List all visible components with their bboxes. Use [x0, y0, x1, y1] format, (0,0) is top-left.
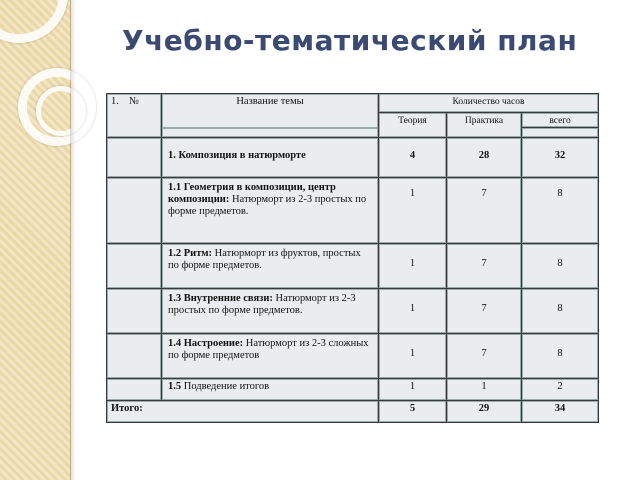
total-hours: 32: [554, 150, 566, 161]
practice-hours: 28: [478, 150, 490, 161]
total-practice: 29: [478, 403, 490, 414]
total-hours: 8: [557, 303, 563, 314]
topic-title: 1.5: [168, 381, 182, 392]
practice-hours: 7: [481, 258, 487, 269]
header-practice: Практика: [447, 113, 522, 138]
theory-hours: 1: [409, 188, 416, 199]
practice-hours: 7: [481, 303, 487, 314]
topic-title: 1.1 Геометрия в композиции, центр композиции:: [168, 182, 336, 205]
practice-hours: 7: [481, 348, 487, 359]
table-row: [107, 138, 599, 178]
total-hours: 8: [557, 188, 563, 199]
header-total: всего: [522, 113, 599, 128]
decorative-circle: [0, 0, 68, 43]
practice-hours: 1: [481, 381, 487, 392]
table-row: 1.1 Геометрия в композиции, центр композиции: Натюрморт из 2-3 простых по форме предметов. 1 7 8: [107, 178, 599, 244]
theory-hours: 1: [409, 381, 416, 392]
total-all: 34: [554, 403, 566, 414]
header-row: [107, 94, 599, 113]
theory-hours: 1: [409, 258, 416, 269]
theory-hours: 1: [409, 348, 416, 359]
table-row: 1.3 Внутренние связи: Натюрморт из 2-3 простых по форме предметов. 1 7 8: [107, 289, 599, 334]
theory-hours: 4: [409, 150, 416, 161]
totals-label: Итого:: [111, 403, 143, 414]
topic-title: 1.4 Настроение:: [168, 338, 244, 349]
table-row: 1.4 Настроение: Натюрморт из 2-3 сложных по форме предметов 1 7 8: [107, 334, 599, 379]
table-row: 1.5 Подведение итогов 1 1 2: [107, 379, 599, 401]
theory-hours: 1: [409, 303, 416, 314]
decorative-circle: [36, 86, 86, 136]
total-theory: 5: [409, 403, 416, 414]
totals-row: [107, 401, 599, 423]
total-hours: 8: [557, 258, 563, 269]
topic-title: 1.3 Внутренние связи:: [168, 293, 273, 304]
study-plan-table: [106, 93, 599, 423]
decorative-sidebar: [0, 0, 71, 480]
table-row: 1.2 Ритм: Натюрморт из фруктов, простых по форме предметов. 1 7 8: [107, 244, 599, 289]
page-title: Учебно-тематический план: [122, 24, 578, 57]
header-topic-name: Название темы: [162, 94, 379, 128]
header-theory: Теория: [379, 113, 447, 138]
header-hours: Количество часов: [379, 94, 599, 113]
total-hours: 8: [557, 348, 563, 359]
topic-title: 1.2 Ритм:: [168, 248, 213, 259]
header-number: №: [107, 94, 162, 138]
row-number: 1.: [111, 96, 119, 107]
practice-hours: 7: [481, 188, 487, 199]
total-hours: 2: [557, 381, 563, 392]
topic-title: 1. Композиция в натюрморте: [168, 150, 306, 161]
